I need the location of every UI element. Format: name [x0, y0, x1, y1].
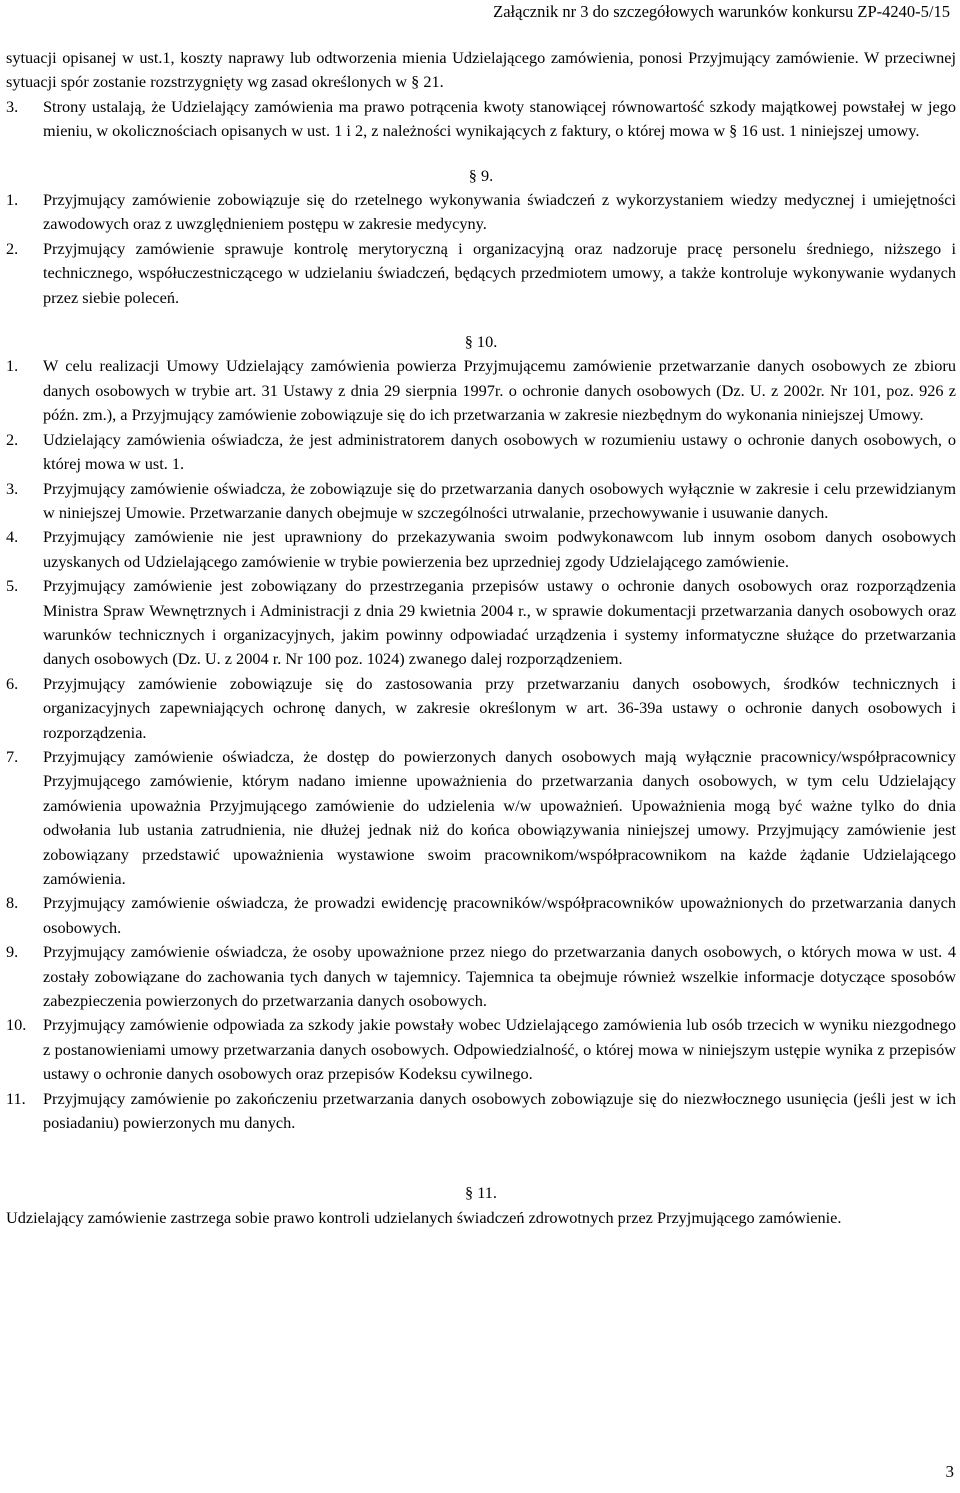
list-item: [6, 237, 956, 310]
item-number: 3.: [6, 96, 19, 116]
item-text: Przyjmujący zamówienie oświadcza, że zobowiązuje się do przetwarzania danych osobowych wyłącznie w zakresie i celu przewidzianym w niniejszej Umowie. Przetwarzanie danych obejmuje w szczególności utrwalanie, przechowywanie i usuwanie danych.: [43, 478, 956, 522]
list-item: [6, 354, 956, 427]
section-10-list: [6, 354, 956, 1135]
list-item: [6, 745, 956, 891]
item-number: 11.: [6, 1088, 26, 1108]
item-text: Przyjmujący zamówienie oświadcza, że osoby upoważnione przez niego do przetwarzania danych osobowych, o których mowa w ust. 4 zostały zobowiązane do zachowania tych danych w tajemnicy. Tajemnica ta obejmuje również wszelkie informacje dotyczące sposobów zabezpieczenia powierzonych do przetwarzania danych osobowych.: [43, 942, 956, 1011]
list-item: [6, 188, 956, 237]
item-text: Przyjmujący zamówienie zobowiązuje się do rzetelnego wykonywania świadczeń z wykorzystaniem wiedzy medycznej i umiejętności zawodowych oraz z uwzględnieniem postępu w zakresie medycyny.: [43, 190, 956, 234]
page-number: 3: [945, 1462, 954, 1481]
item-number: 1.: [6, 190, 19, 210]
item-text: Udzielający zamówienia oświadcza, że jest administratorem danych osobowych w rozumieniu ustawy o ochronie danych osobowych, o której mowa w ust. 1.: [43, 429, 956, 474]
item-text: Przyjmujący zamówienie sprawuje kontrolę merytoryczną i organizacyjną oraz nadzoruje pracę personelu średniego, niższego i technicznego, współuczestniczącego w udzielaniu świadczeń, będących przedmiotem umowy, a także kontroluje wykonywanie wydanych przez siebie poleceń.: [43, 238, 956, 307]
document-body: [6, 46, 956, 1230]
intro-paragraph: sytuacji opisanej w ust.1, koszty naprawy lub odtworzenia mienia Udzielającego zamówienia, ponosi Przyjmujący zamówienie. W przeciwnej sytuacji spór zostanie rozstrzygnięty wg zasad określonych w § 21.: [6, 48, 956, 92]
list-item: [6, 891, 956, 940]
list-item: [6, 95, 956, 144]
item-number: 3.: [6, 478, 19, 498]
item-number: 10.: [6, 1015, 27, 1035]
list-item: [6, 574, 956, 672]
item-number: 6.: [6, 673, 19, 693]
page-header: Załącznik nr 3 do szczegółowych warunków konkursu ZP-4240-5/15: [493, 2, 950, 21]
item-text: Przyjmujący zamówienie odpowiada za szkody jakie powstały wobec Udzielającego zamówienia lub osób trzecich w wyniku niezgodnego z postanowieniami umowy przetwarzania danych osobowych. Odpowiedzialność, o której mowa w niniejszym ustępie wynika z przepisów ustawy o ochronie danych osobowych oraz przepisów Kodeksu cywilnego.: [43, 1015, 956, 1084]
item-text: Przyjmujący zamówienie jest zobowiązany do przestrzegania przepisów ustawy o ochronie danych osobowych oraz rozporządzenia Ministra Spraw Wewnętrznych i Administracji z dnia 29 kwietnia 2004 r., w sprawie dokumentacji przetwarzania danych osobowych oraz warunków technicznych i organizacyjnych, jakim powinny odpowiadać urządzenia i systemy informatyczne służące do przetwarzania danych osobowych (Dz. U. z 2004 r. Nr 100 poz. 1024) zwanego dalej rozporządzeniem.: [43, 576, 956, 669]
item-text: Przyjmujący zamówienie po zakończeniu przetwarzania danych osobowych zobowiązuje się do niezwłocznego usunięcia (jeśli jest w ich posiadaniu) powierzonych mu danych.: [43, 1088, 956, 1133]
item-number: 9.: [6, 942, 19, 962]
section-heading-9: § 9.: [468, 165, 494, 185]
list-item: [6, 525, 956, 574]
list-item: [6, 477, 956, 526]
item-number: 2.: [6, 238, 19, 258]
list-item: [6, 1013, 956, 1086]
list-item: [6, 672, 956, 745]
item-text: Przyjmujący zamówienie zobowiązuje się do zastosowania przy przetwarzaniu danych osobowych, środków technicznych i organizacyjnych zapewniających ochronę danych, w zakresie określonym w art. 36-39a ustawy o ochronie danych osobowych i rozporządzenia.: [43, 673, 956, 742]
item-number: 4.: [6, 527, 19, 547]
item-text: Przyjmujący zamówienie oświadcza, że dostęp do powierzonych danych osobowych mają wyłącznie pracownicy/współpracownicy Przyjmującego zamówienie, którym nadano imienne upoważnienia do przetwarzania danych osobowych, w tym celu Udzielający zamówienia upoważnia Przyjmującego zamówienie do udzielenia w/w upoważnień. Upoważnienia mogą być ważne tylko do dnia odwołania lub ustania zatrudnienia, nie dłużej jednak niż do końca obowiązywania niniejszej umowy. Przyjmujący zamówienie jest zobowiązany przedstawić upoważnienia wystawione swoim pracownikom/współpracownikom na każde żądanie Udzielającego zamówienia.: [43, 746, 956, 888]
item-number: 5.: [6, 576, 19, 596]
item-text: Przyjmujący zamówienie oświadcza, że prowadzi ewidencję pracowników/współpracowników upoważnionych do przetwarzania danych osobowych.: [43, 893, 956, 937]
section-heading-10: § 10.: [464, 332, 498, 352]
item-number: 8.: [6, 893, 19, 913]
list-item: [6, 1087, 956, 1136]
section-heading-11: § 11.: [465, 1183, 497, 1203]
item-number: 7.: [6, 746, 19, 766]
item-text: Przyjmujący zamówienie nie jest uprawniony do przekazywania swoim podwykonawcom lub innym osobom danych osobowych uzyskanych od Udzielającego zamówienie w trybie powierzenia bez uprzedniej zgody Udzielającego zamówienie.: [43, 527, 956, 571]
item-text: W celu realizacji Umowy Udzielający zamówienia powierza Przyjmującemu zamówienie przetwarzanie danych osobowych ze zbioru danych osobowych w trybie art. 31 Ustawy z dnia 29 sierpnia 1997r. o ochronie danych osobowych (Dz. U. z 2002r. Nr 101, poz. 926 z późn. zm.), a Przyjmujący zamówienie zobowiązuje się do ich przetwarzania w zakresie niezbędnym do wykonania niniejszej Umowy.: [43, 356, 956, 425]
list-item: [6, 940, 956, 1013]
section-11-paragraph: Udzielający zamówienie zastrzega sobie prawo kontroli udzielanych świadczeń zdrowotnych przez Przyjmującego zamówienie.: [6, 1207, 842, 1227]
list-item: [6, 428, 956, 477]
item-number: 2.: [6, 429, 19, 449]
item-number: 1.: [6, 356, 19, 376]
item-text: Strony ustalają, że Udzielający zamówienia ma prawo potrącenia kwoty stanowiącej równowartość szkody majątkowej powstałej w jego mieniu, w okolicznościach opisanych w ust. 1 i 2, z należności wynikających z faktury, o której mowa w § 16 ust. 1 niniejszej umowy.: [43, 96, 956, 141]
section-9-list: [6, 188, 956, 310]
